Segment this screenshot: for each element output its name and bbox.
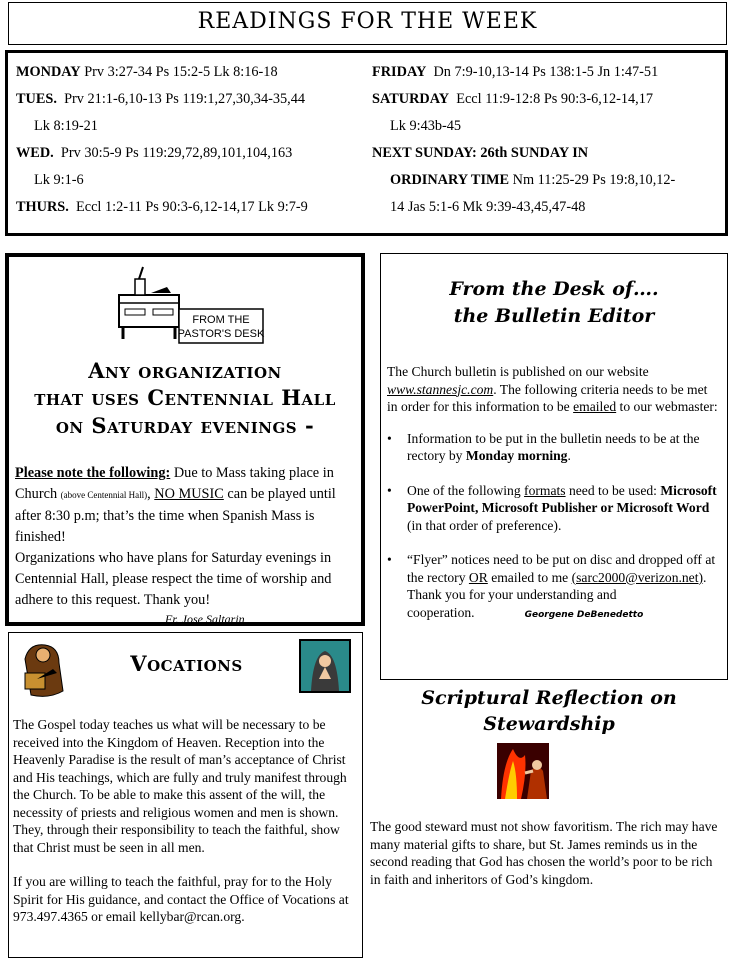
reading-wednesday: WED. Prv 30:5-9 Ps 119:29,72,89,101,104,163 Lk 9:1-6 [16,145,293,188]
reading-sunday: NEXT SUNDAY: 26th SUNDAY IN ORDINARY TIME Nm 11:25-29 Ps 19:8,10,12- 14 Jas 5:1-6 Mk 9:39-43,45,47-48 [372,145,676,215]
reading-tuesday: TUES. Prv 21:1-6,10-13 Ps 119:1,27,30,34-35,44 Lk 8:19-21 [16,91,306,134]
pastor-headline-2: that uses Centennial Hall [34,385,336,410]
readings-header [8,2,727,45]
pastor-notice-box [5,253,365,626]
vocations-title: Vocations [130,651,243,676]
stewardship-title: Scriptural Reflection on Stewardship [421,687,677,735]
pastors-desk-label-2: PASTOR'S DESK [177,328,265,340]
pastor-headline-1: Any organization [88,358,282,383]
readings-left-column [16,59,368,221]
reading-monday: MONDAY Prv 3:27-34 Ps 15:2-5 Lk 8:16-18 [16,64,278,80]
editor-email-link[interactable]: (sarc2000@verizon.net) [571,569,704,585]
reading-thursday: THURS. Eccl 1:2-11 Ps 90:3-6,12-14,17 Lk 9:7-9 [16,199,308,215]
criteria-item: • Information to be put in the bulletin needs to be at the rectory by Monday morning. [387,430,700,463]
pastors-desk-label-1: FROM THE [192,314,250,326]
website-link[interactable]: www.stannesjc.com [387,381,494,397]
editor-intro: The Church bulletin is published on our website www.stannesjc.com. The following criteria needs to be met in order for this information to be emailed to our webmaster: [387,364,718,414]
criteria-item: • “Flyer” notices need to be put on disc and dropped off at the rectory OR emailed to me (sarc2000@verizon.net). Thank you for your understanding and cooperation. Georgene DeBenedetto [387,552,716,620]
pastor-notice-text: Please note the following: Due to Mass taking place in Church (above Centennial Hall), NO MUSIC can be played until after 8:30 p.m; that’s the time when Spanish Mass is finished! Organizations who have plans for Saturday evenings in Centennial Hall, please respect the time of worship and adhere to this request. Thank you! Fr. Jose Saltarin [15,463,355,627]
pastors-desk-icon [109,265,265,345]
readings-right-column [372,59,724,221]
bulletin-editor-box [380,253,728,680]
no-music: NO MUSIC [154,486,224,502]
reading-friday: FRIDAY Dn 7:9-10,13-14 Ps 138:1-5 Jn 1:47-51 [372,64,659,80]
editor-signature: Georgene DeBenedetto [524,609,644,620]
note-label: Please note the following: [15,465,171,481]
pastor-signature: Fr. Jose Saltarin [165,612,245,626]
stewardship-section [370,685,728,960]
page-title: READINGS FOR THE WEEK [197,9,538,34]
criteria-list [387,430,719,625]
moses-burning-bush-icon [497,743,549,799]
criteria-item: • One of the following formats need to be used: Microsoft PowerPoint, Microsoft Publisher or Microsoft Word (in that order of preference). [387,482,717,533]
reading-saturday: SATURDAY Eccl 11:9-12:8 Ps 90:3-6,12-14,17 Lk 9:43b-45 [372,91,654,134]
editor-title: From the Desk of…. the Bulletin Editor [449,278,659,327]
vocations-text: The Gospel today teaches us what will be necessary to be received into the Kingdom of Heaven. Reception into the Heavenly Paradise is the result of man’s acceptance of Christ and His teachings, which are fully and truly manifest through the Church. To be able to make this assent of the will, the necessity of priests and religious women and men is shown. They, through their responsibility to teach the faithful, show that Christ must be seen in all men. If you are willing to teach the faithful, pray for to the Holy Spirit for His guidance, and contact the Office of Vocations at 973.497.4365 or email kellybar@rcan.org. [13,717,349,924]
stewardship-text: The good steward must not show favoritism. The rich may have many material gifts to share, but St. James reminds us in the second reading that God has chosen the world’s poor to be rich in faith and inheritors of God’s kingdom. [370,819,718,887]
vocations-box [8,632,363,958]
pastor-headline-3: on Saturday evenings - [55,413,315,438]
readings-box [5,50,728,236]
